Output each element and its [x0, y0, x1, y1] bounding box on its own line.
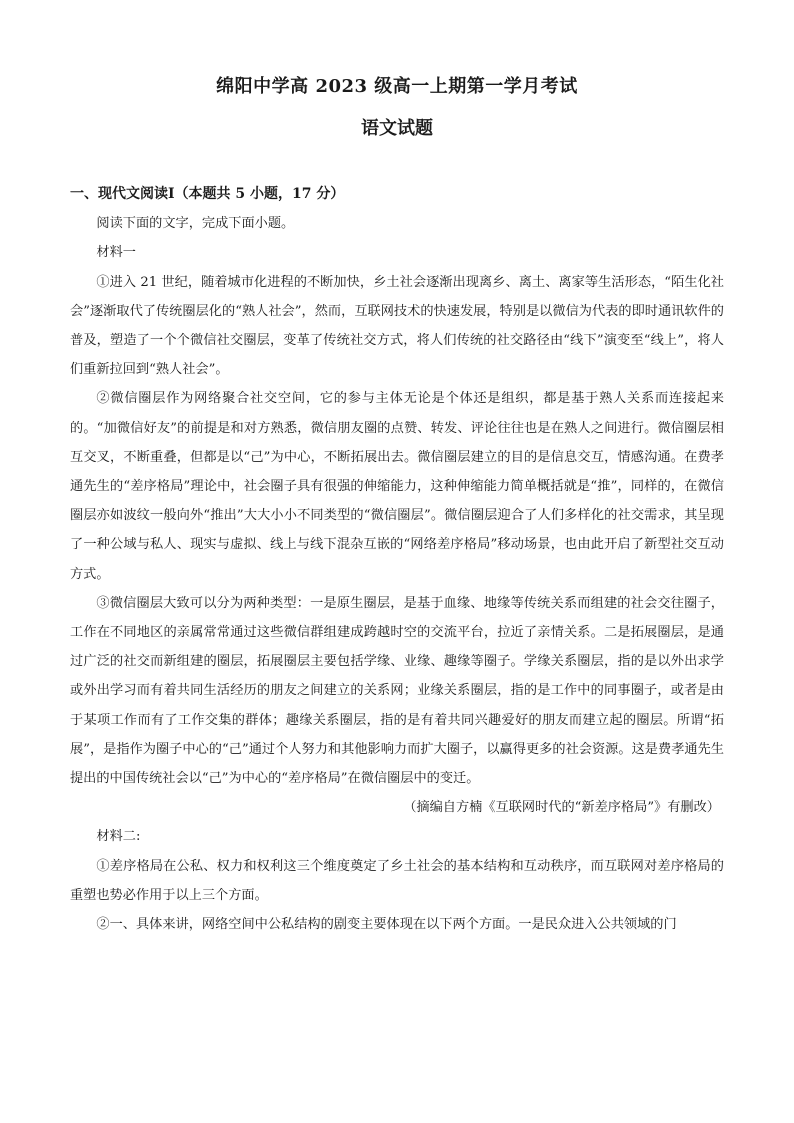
exam-subtitle: 语文试题: [361, 118, 433, 139]
exam-title: 绵阳中学高 2023 级高一上期第一学月考试: [216, 76, 578, 97]
material-label: 材料一: [96, 245, 136, 261]
section-heading: 一、现代文阅读Ⅰ（本题共 5 小题，17 分）: [70, 186, 345, 202]
exam-content: [70, 180, 724, 939]
material-label: 材料二:: [96, 829, 141, 845]
instruction-text: 阅读下面的文字，完成下面小题。: [96, 216, 295, 232]
source-citation: （摘编自方楠《互联网时代的“新差序格局”》有删改）: [403, 800, 720, 816]
paragraph: ①差序格局在公私、权力和权利这三个维度奠定了乡土社会的基本结构和互动秩序，而互联网对差序格局的重塑也势必作用于以上三个方面。: [70, 858, 724, 903]
paragraph: ①进入 21 世纪，随着城市化进程的不断加快，乡土社会逐渐出现离乡、离土、离家等生活形态，“陌生化社会”逐渐取代了传统圈层化的“熟人社会”，然而，互联网技术的快速发展，特别是以微信为代表的即时通讯软件的普及，塑造了一个个微信社交圈层，变革了传统社交方式，将人们传统的社交路径由“线下”演变至“线上”，将人们重新拉回到“熟人社会”。: [70, 274, 724, 378]
paragraph: ②微信圈层作为网络聚合社交空间，它的参与主体无论是个体还是组织，都是基于熟人关系而连接起来的。“加微信好友”的前提是和对方熟悉，微信朋友圈的点赞、转发、评论往往也是在熟人之间进行。微信圈层相互交叉，不断重叠，但都是以“己”为中心，不断拓展出去。微信圈层建立的目的是信息交互，情感沟通。在费孝通先生的“差序格局”理论中，社会圈子具有很强的伸缩能力，这种伸缩能力简单概括就是“推”，同样的，在微信圈层亦如波纹一般向外“推出”大大小小不同类型的“微信圈层”。微信圈层迎合了人们多样化的社交需求，其呈现了一种公域与私人、现实与虚拟、线上与线下混杂互嵌的“网络差序格局”移动场景，也由此开启了新型社交互动方式。: [70, 391, 724, 582]
paragraph: ②一、具体来讲，网络空间中公私结构的剧变主要体现在以下两个方面。一是民众进入公共领域的门: [96, 917, 677, 933]
paragraph: ③微信圈层大致可以分为两种类型：一是原生圈层，是基于血缘、地缘等传统关系而组建的社会交往圈子，工作在不同地区的亲属常常通过这些微信群组建成跨越时空的交流平台，拉近了亲情关系。二是拓展圈层，是通过广泛的社交而新组建的圈层，拓展圈层主要包括学缘、业缘、趣缘等圈子。学缘关系圈层，指的是以外出求学或外出学习而有着共同生活经历的朋友之间建立的关系网；业缘关系圈层，指的是工作中的同事圈子，或者是由于某项工作而有了工作交集的群体；趣缘关系圈层，指的是有着共同兴趣爱好的朋友而建立起的圈层。所谓“拓展”，是指作为圈子中心的“己”通过个人努力和其他影响力而扩大圈子，以赢得更多的社会资源。这是费孝通先生提出的中国传统社会以“己”为中心的“差序格局”在微信圈层中的变迁。: [70, 595, 724, 787]
